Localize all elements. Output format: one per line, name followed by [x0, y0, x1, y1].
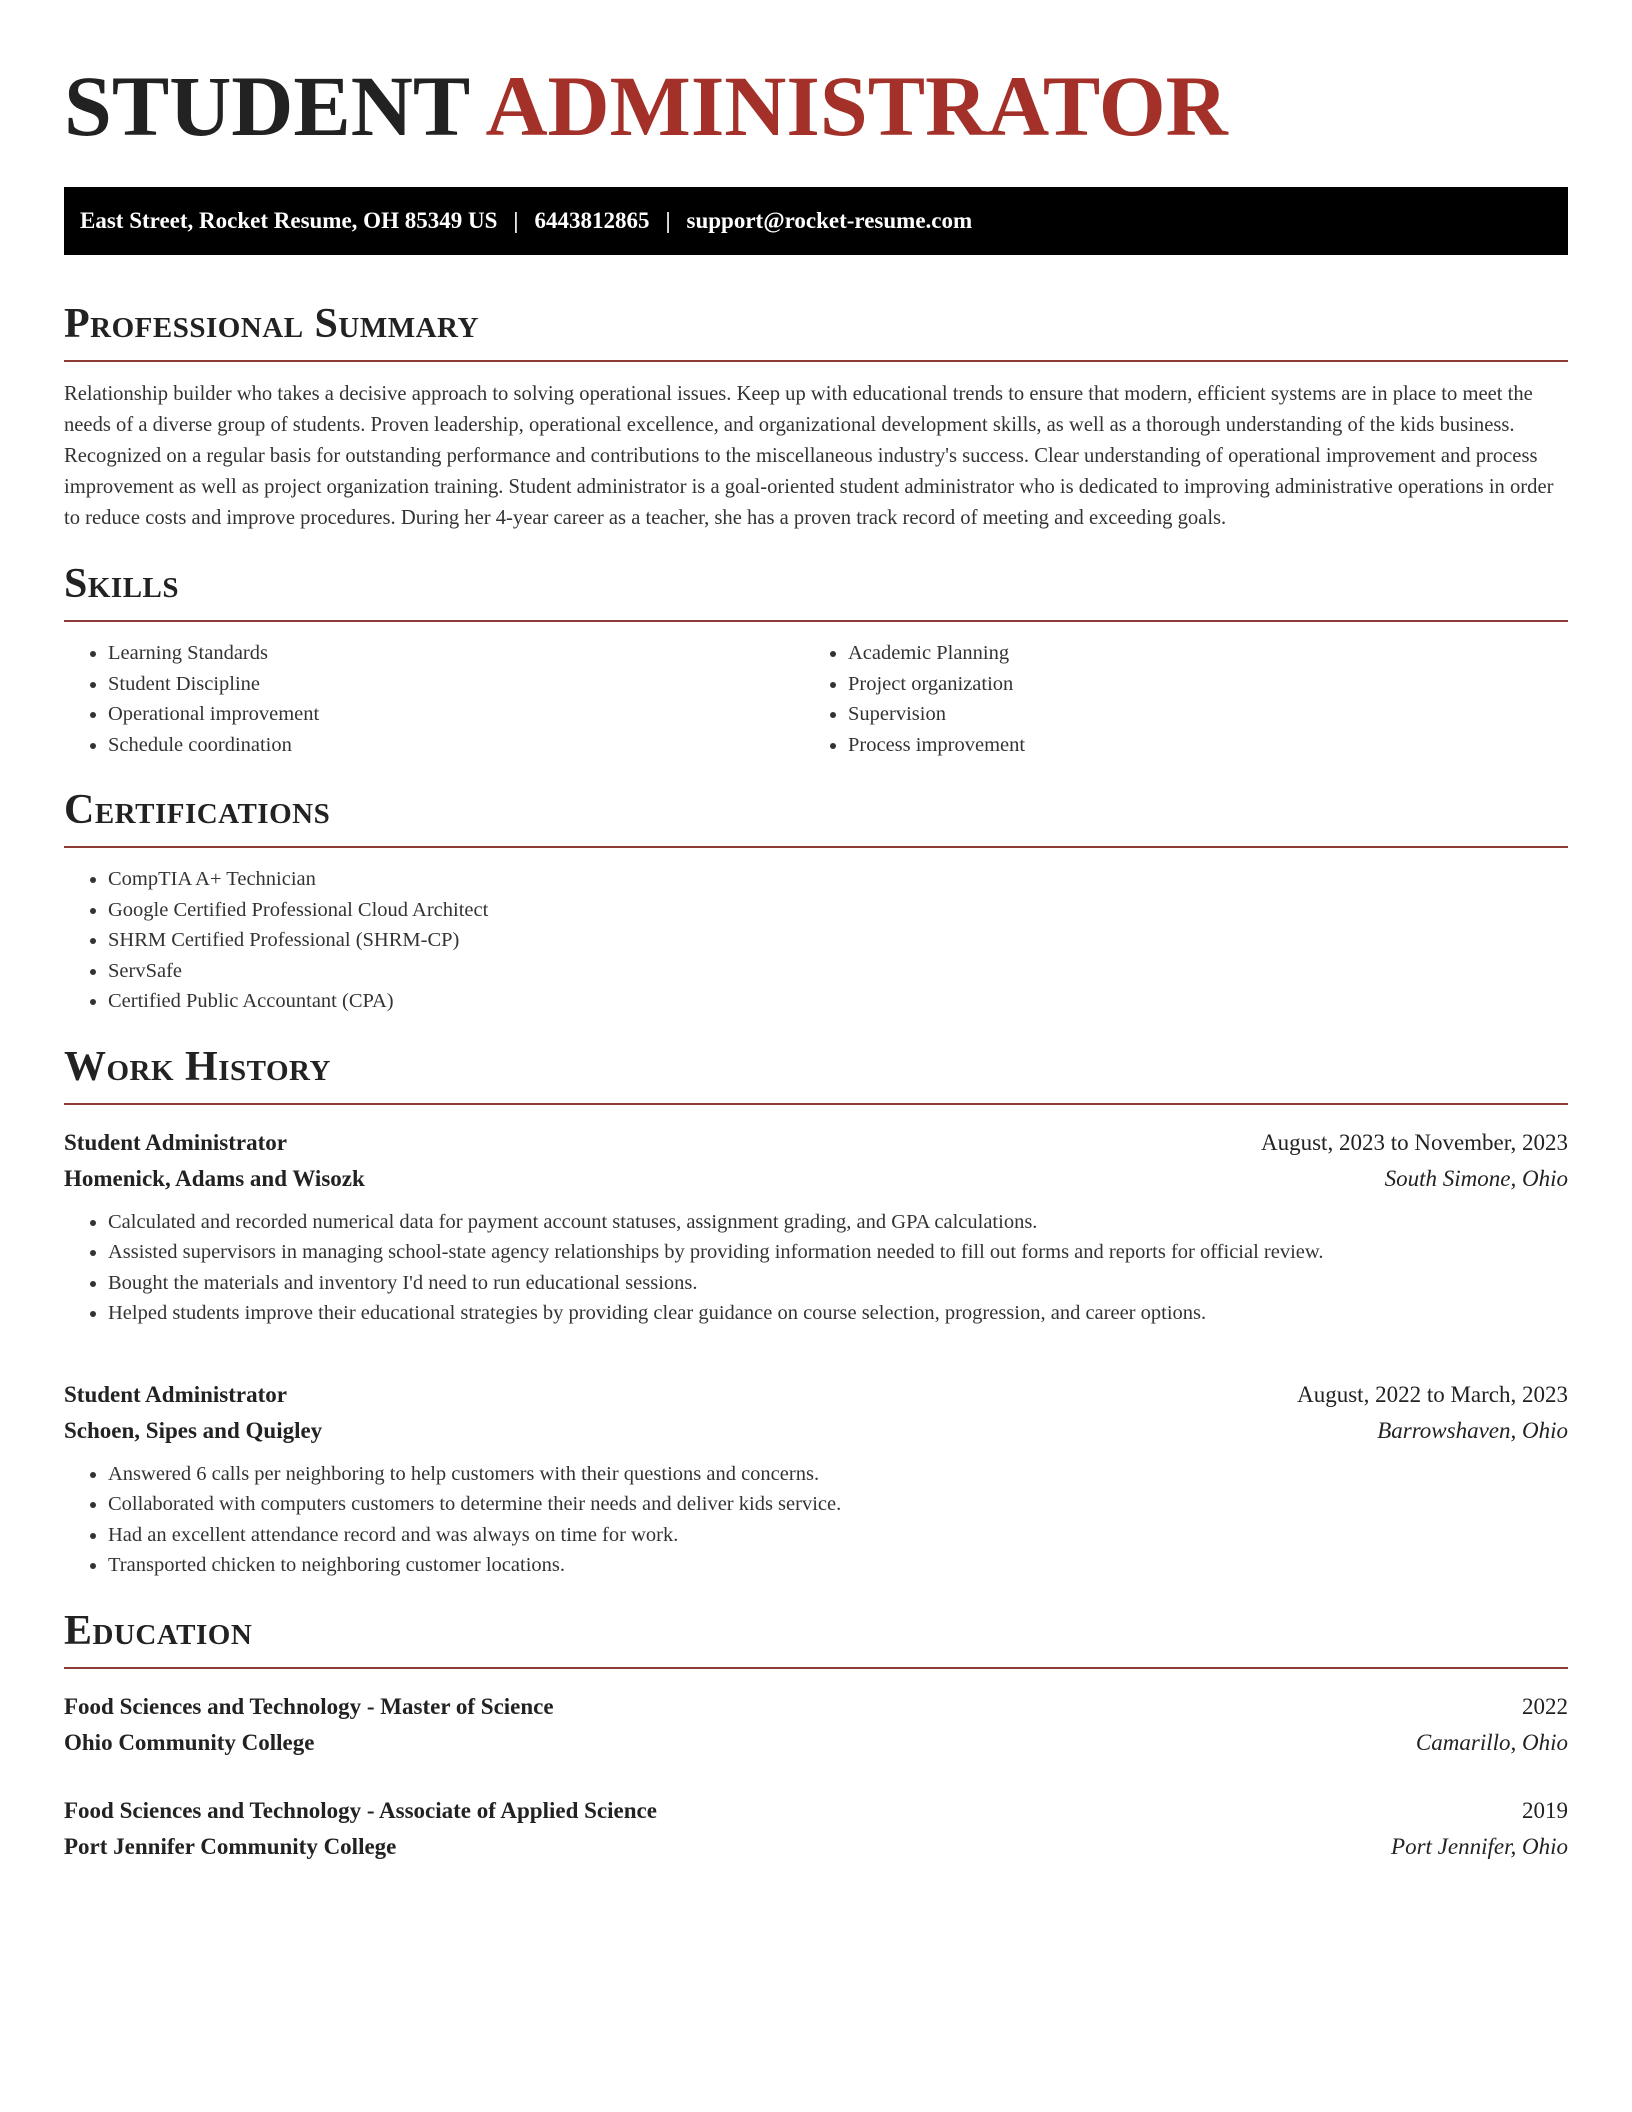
summary-text: Relationship builder who takes a decisive approach to solving operational issues. Keep up with educational trends to ensure that modern, efficient systems are in place to meet the needs of a diverse group of students. Proven leadership, operational excellence, and organizational development skills, as well as a thorough understanding of the kids business. Recognized on a regular basis for outstanding performance and contributions to the miscellaneous industry's success. Clear understanding of operational improvement and process improvement as well as project organization training. Student administrator is a goal-oriented student administrator who is dedicated to improving administrative operations in order to reduce costs and improve procedures. During her 4-year career as a teacher, she has a proven track record of meeting and exceeding goals.	[64, 383, 1554, 529]
certification-item: • CompTIA A+ Technician	[108, 864, 1568, 895]
education-entry	[64, 1793, 1568, 1865]
job-location: Barrowshaven, Ohio	[1377, 1417, 1568, 1443]
job-entry	[64, 1377, 1568, 1581]
section-divider	[64, 1103, 1568, 1105]
skill-item: • Student Discipline	[108, 669, 804, 700]
contact-address: East Street, Rocket Resume, OH 85349 US	[80, 208, 498, 233]
certifications-list	[64, 864, 1568, 1017]
job-bullets	[64, 1459, 1568, 1581]
skill-item: • Process improvement	[848, 730, 1568, 761]
certification-item: • Certified Public Accountant (CPA)	[108, 986, 1568, 1017]
contact-separator: |	[665, 208, 671, 233]
skill-item: • Schedule coordination	[108, 730, 804, 761]
section-title-education: Education	[64, 1607, 253, 1654]
section-divider	[64, 846, 1568, 848]
job-dates: August, 2022 to March, 2023	[1297, 1381, 1568, 1407]
job-bullet: • Collaborated with computers customers to determine their needs and deliver kids service.	[108, 1489, 1568, 1520]
skill-item: • Learning Standards	[108, 638, 804, 669]
job-entry	[64, 1125, 1568, 1329]
education-school-row	[64, 1725, 1568, 1761]
certification-item: • ServSafe	[108, 956, 1568, 987]
education-year: 2019	[1522, 1797, 1568, 1823]
section-title-work-history: Work History	[64, 1043, 331, 1090]
education-school-row	[64, 1829, 1568, 1865]
education-degree: Food Sciences and Technology - Master of Science	[64, 1693, 554, 1719]
education-degree-row	[64, 1689, 1568, 1725]
section-divider	[64, 1667, 1568, 1669]
skills-grid	[64, 638, 1568, 760]
job-bullet: • Assisted supervisors in managing school-state agency relationships by providing information needed to fill out forms and reports for official review.	[108, 1237, 1568, 1268]
name-last: ADMINISTRATOR	[485, 58, 1228, 154]
job-company: Schoen, Sipes and Quigley	[64, 1417, 323, 1443]
certifications-section	[64, 784, 1568, 1017]
education-school: Ohio Community College	[64, 1729, 315, 1755]
education-year: 2022	[1522, 1693, 1568, 1719]
job-bullet: • Transported chicken to neighboring customer locations.	[108, 1550, 1568, 1581]
job-bullet: • Bought the materials and inventory I'd need to run educational sessions.	[108, 1268, 1568, 1299]
job-bullets	[64, 1207, 1568, 1329]
education-location: Port Jennifer, Ohio	[1391, 1833, 1568, 1859]
education-section	[64, 1605, 1568, 1865]
skills-list-right	[804, 638, 1568, 760]
skills-section	[64, 558, 1568, 760]
education-location: Camarillo, Ohio	[1415, 1729, 1568, 1755]
job-role: Student Administrator	[64, 1381, 287, 1407]
skill-item: • Academic Planning	[848, 638, 1568, 669]
section-title-summary: Professional Summary	[64, 301, 479, 347]
name-first: STUDENT	[64, 58, 469, 154]
job-role: Student Administrator	[64, 1129, 287, 1155]
contact-separator: |	[513, 208, 519, 233]
certification-item: • Google Certified Professional Cloud Architect	[108, 895, 1568, 926]
summary-section	[64, 298, 1568, 534]
job-dates: August, 2023 to November, 2023	[1261, 1129, 1568, 1155]
job-bullet: • Helped students improve their educational strategies by providing clear guidance on course selection, progression, and career options.	[108, 1298, 1568, 1329]
skill-item: • Operational improvement	[108, 699, 804, 730]
section-divider	[64, 620, 1568, 622]
job-location: South Simone, Ohio	[1384, 1165, 1568, 1191]
work-history-section	[64, 1041, 1568, 1581]
education-degree-row	[64, 1793, 1568, 1829]
contact-phone: 6443812865	[534, 208, 650, 233]
contact-email: support@rocket-resume.com	[686, 208, 973, 233]
education-degree: Food Sciences and Technology - Associate of Applied Science	[64, 1797, 657, 1823]
job-header-row	[64, 1377, 1568, 1413]
section-title-certifications: Certifications	[64, 787, 331, 833]
resume-title	[64, 56, 1568, 156]
job-company-row	[64, 1161, 1568, 1197]
job-bullet: • Calculated and recorded numerical data for payment account statuses, assignment grading, and GPA calculations.	[108, 1207, 1568, 1238]
education-school: Port Jennifer Community College	[64, 1833, 397, 1859]
job-company-row	[64, 1413, 1568, 1449]
section-title-skills: Skills	[64, 561, 180, 607]
skills-list-left	[64, 638, 804, 760]
skill-item: • Supervision	[848, 699, 1568, 730]
job-company: Homenick, Adams and Wisozk	[64, 1165, 365, 1191]
job-bullet: • Had an excellent attendance record and was always on time for work.	[108, 1520, 1568, 1551]
certification-item: • SHRM Certified Professional (SHRM-CP)	[108, 925, 1568, 956]
job-header-row	[64, 1125, 1568, 1161]
contact-bar	[64, 187, 1568, 255]
education-entry	[64, 1689, 1568, 1761]
job-bullet: • Answered 6 calls per neighboring to help customers with their questions and concerns.	[108, 1459, 1568, 1490]
skill-item: • Project organization	[848, 669, 1568, 700]
section-divider	[64, 360, 1568, 362]
